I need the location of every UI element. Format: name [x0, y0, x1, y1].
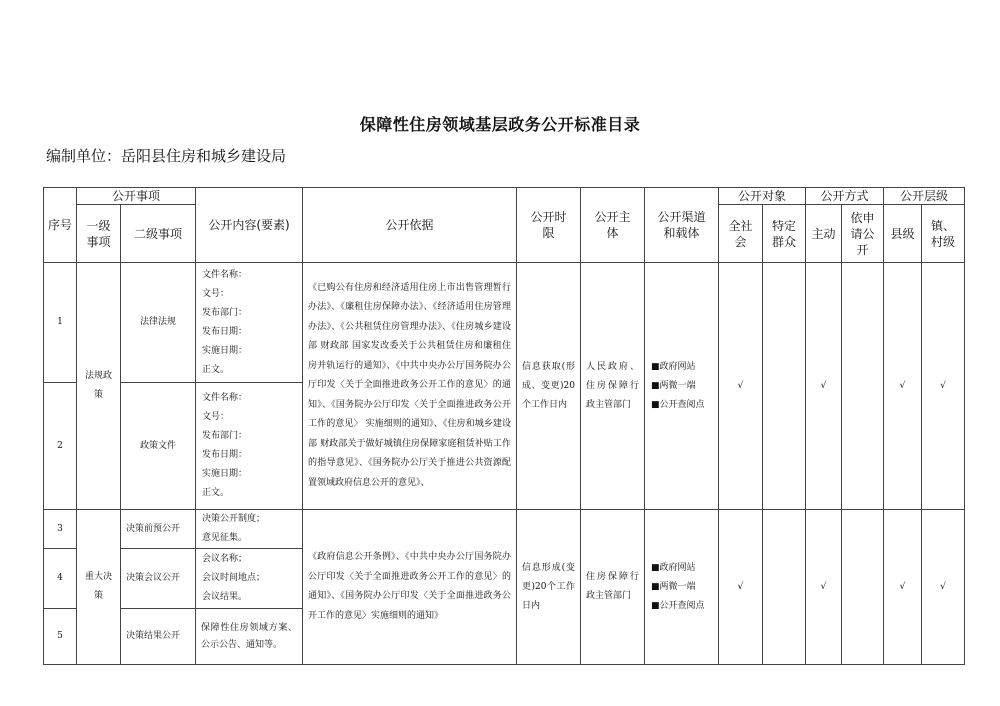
header-channel: 公开渠道和载体: [645, 188, 719, 263]
header-specific: 特定群众: [763, 205, 806, 263]
field-label: 发布日期：: [202, 326, 248, 337]
header-all-society: 全社会: [719, 205, 763, 263]
field-label: 发布部门：: [202, 431, 248, 441]
header-matters: 公开事项: [77, 188, 196, 205]
check-mark: √: [922, 263, 965, 510]
field-label: 决策公开制度；: [202, 514, 266, 524]
publish-subject: 住房保障行政主管部门: [581, 510, 645, 665]
table-row: [44, 510, 965, 549]
header-subject: 公开主体: [581, 188, 645, 263]
empty-cell: [842, 510, 884, 665]
field-label: 文件名称：: [202, 269, 248, 280]
content-fields: [196, 549, 303, 609]
compiling-unit: 编制单位：岳阳县住房和城乡建设局: [46, 147, 287, 165]
row-seq: 2: [44, 383, 77, 510]
field-label: 正文。: [202, 364, 230, 375]
field-label: 实施日期：: [202, 345, 248, 356]
level1-matter: 重大决策: [77, 510, 121, 665]
header-level: 公开层级: [884, 188, 965, 205]
level2-matter: 决策前预公开: [121, 510, 196, 549]
empty-cell: [763, 510, 806, 665]
field-label: 实施日期：: [202, 469, 248, 479]
header-time: 公开时限: [517, 188, 581, 263]
check-mark: √: [719, 263, 763, 510]
check-mark: √: [922, 510, 965, 665]
level2-matter: 决策会议公开: [121, 549, 196, 609]
header-county: 县级: [884, 205, 922, 263]
channel-item: ■政府网站: [651, 562, 696, 573]
row-seq: 3: [44, 510, 77, 549]
row-seq: 4: [44, 549, 77, 609]
check-mark: √: [884, 510, 922, 665]
field-label: 文号：: [202, 412, 230, 422]
field-label: 意见征集。: [202, 533, 248, 543]
field-label: 正文。: [202, 488, 230, 498]
level2-matter: 政策文件: [121, 383, 196, 510]
channel-item: ■政府网站: [651, 361, 696, 372]
check-mark: √: [884, 263, 922, 510]
field-label: 文件名称：: [202, 393, 248, 403]
channel-list: [645, 263, 719, 510]
publish-subject: 人民政府、住房保障行政主管部门: [581, 263, 645, 510]
content-fields: [196, 263, 303, 383]
time-limit: 信息获取(形成、变更)20个工作日内: [517, 263, 581, 510]
header-township: 镇、村级: [922, 205, 965, 263]
header-audience: 公开对象: [719, 188, 806, 205]
content-fields: [196, 383, 303, 510]
channel-item: ■公开查阅点: [651, 399, 705, 410]
header-on-request: 依申请公开: [842, 205, 884, 263]
check-mark: √: [806, 510, 842, 665]
content-fields: [196, 510, 303, 549]
row-seq: 1: [44, 263, 77, 383]
level2-matter: 决策结果公开: [121, 609, 196, 665]
header-active: 主动: [806, 205, 842, 263]
table-row: [44, 263, 965, 383]
field-label: 发布日期：: [202, 450, 248, 460]
channel-item: ■两微一端: [651, 380, 696, 391]
field-label: 文号：: [202, 288, 230, 299]
field-label: 会议结果。: [202, 592, 248, 602]
channel-item: ■两微一端: [651, 581, 696, 592]
basis-text: 《政府信息公开条例》、《中共中央办公厅国务院办公厅印发〈关于全面推进政务公开工作的意见〉的通知》、《国务院办公厅印发〈关于全面推进政务公开工作的意见〉实施细则的通知》: [303, 510, 517, 665]
basis-text: 《已购公有住房和经济适用住房上市出售管理暂行办法》、《廉租住房保障办法》、《经济适用住房管理办法》、《公共租赁住房管理办法》、《住房城乡建设部 财政部 国家发改委关于公共租赁住房和廉租住房并轨运行的通知》、《中共中央办公厅国务院办公厅印发〈关于全面推进政务公开工作的意见〉的通知》、《国务院办公厅印发〈关于全面推进政务公开工作的意见〉 实施细则的通知》、《住房和城乡建设部 财政部关于做好城镇住房保障家庭租赁补贴工作的指导意见》、《国务院办公厅关于推进公共资源配置领域政府信息公开的意见》、: [303, 263, 517, 510]
channel-list: [645, 510, 719, 665]
header-level2: 二级事项: [121, 205, 196, 263]
header-level1: 一级事项: [77, 205, 121, 263]
header-basis: 公开依据: [303, 188, 517, 263]
empty-cell: [763, 263, 806, 510]
header-seq: 序号: [44, 188, 77, 263]
channel-item: ■公开查阅点: [651, 600, 705, 611]
check-mark: √: [806, 263, 842, 510]
header-content: 公开内容(要素): [196, 188, 303, 263]
field-label: 发布部门：: [202, 307, 248, 318]
row-seq: 5: [44, 609, 77, 665]
level1-matter: 法规政策: [77, 263, 121, 510]
empty-cell: [842, 263, 884, 510]
content-fields: 保障性住房领域方案、公示公告、通知等。: [196, 609, 303, 665]
header-mode: 公开方式: [806, 188, 884, 205]
catalog-table: [43, 187, 965, 665]
field-label: 会议名称；: [202, 554, 248, 564]
level2-matter: 法律法规: [121, 263, 196, 383]
check-mark: √: [719, 510, 763, 665]
page-title: 保障性住房领域基层政务公开标准目录: [359, 115, 641, 134]
field-label: 会议时间地点；: [202, 573, 266, 583]
time-limit: 信息形成(变更)20个工作日内: [517, 510, 581, 665]
